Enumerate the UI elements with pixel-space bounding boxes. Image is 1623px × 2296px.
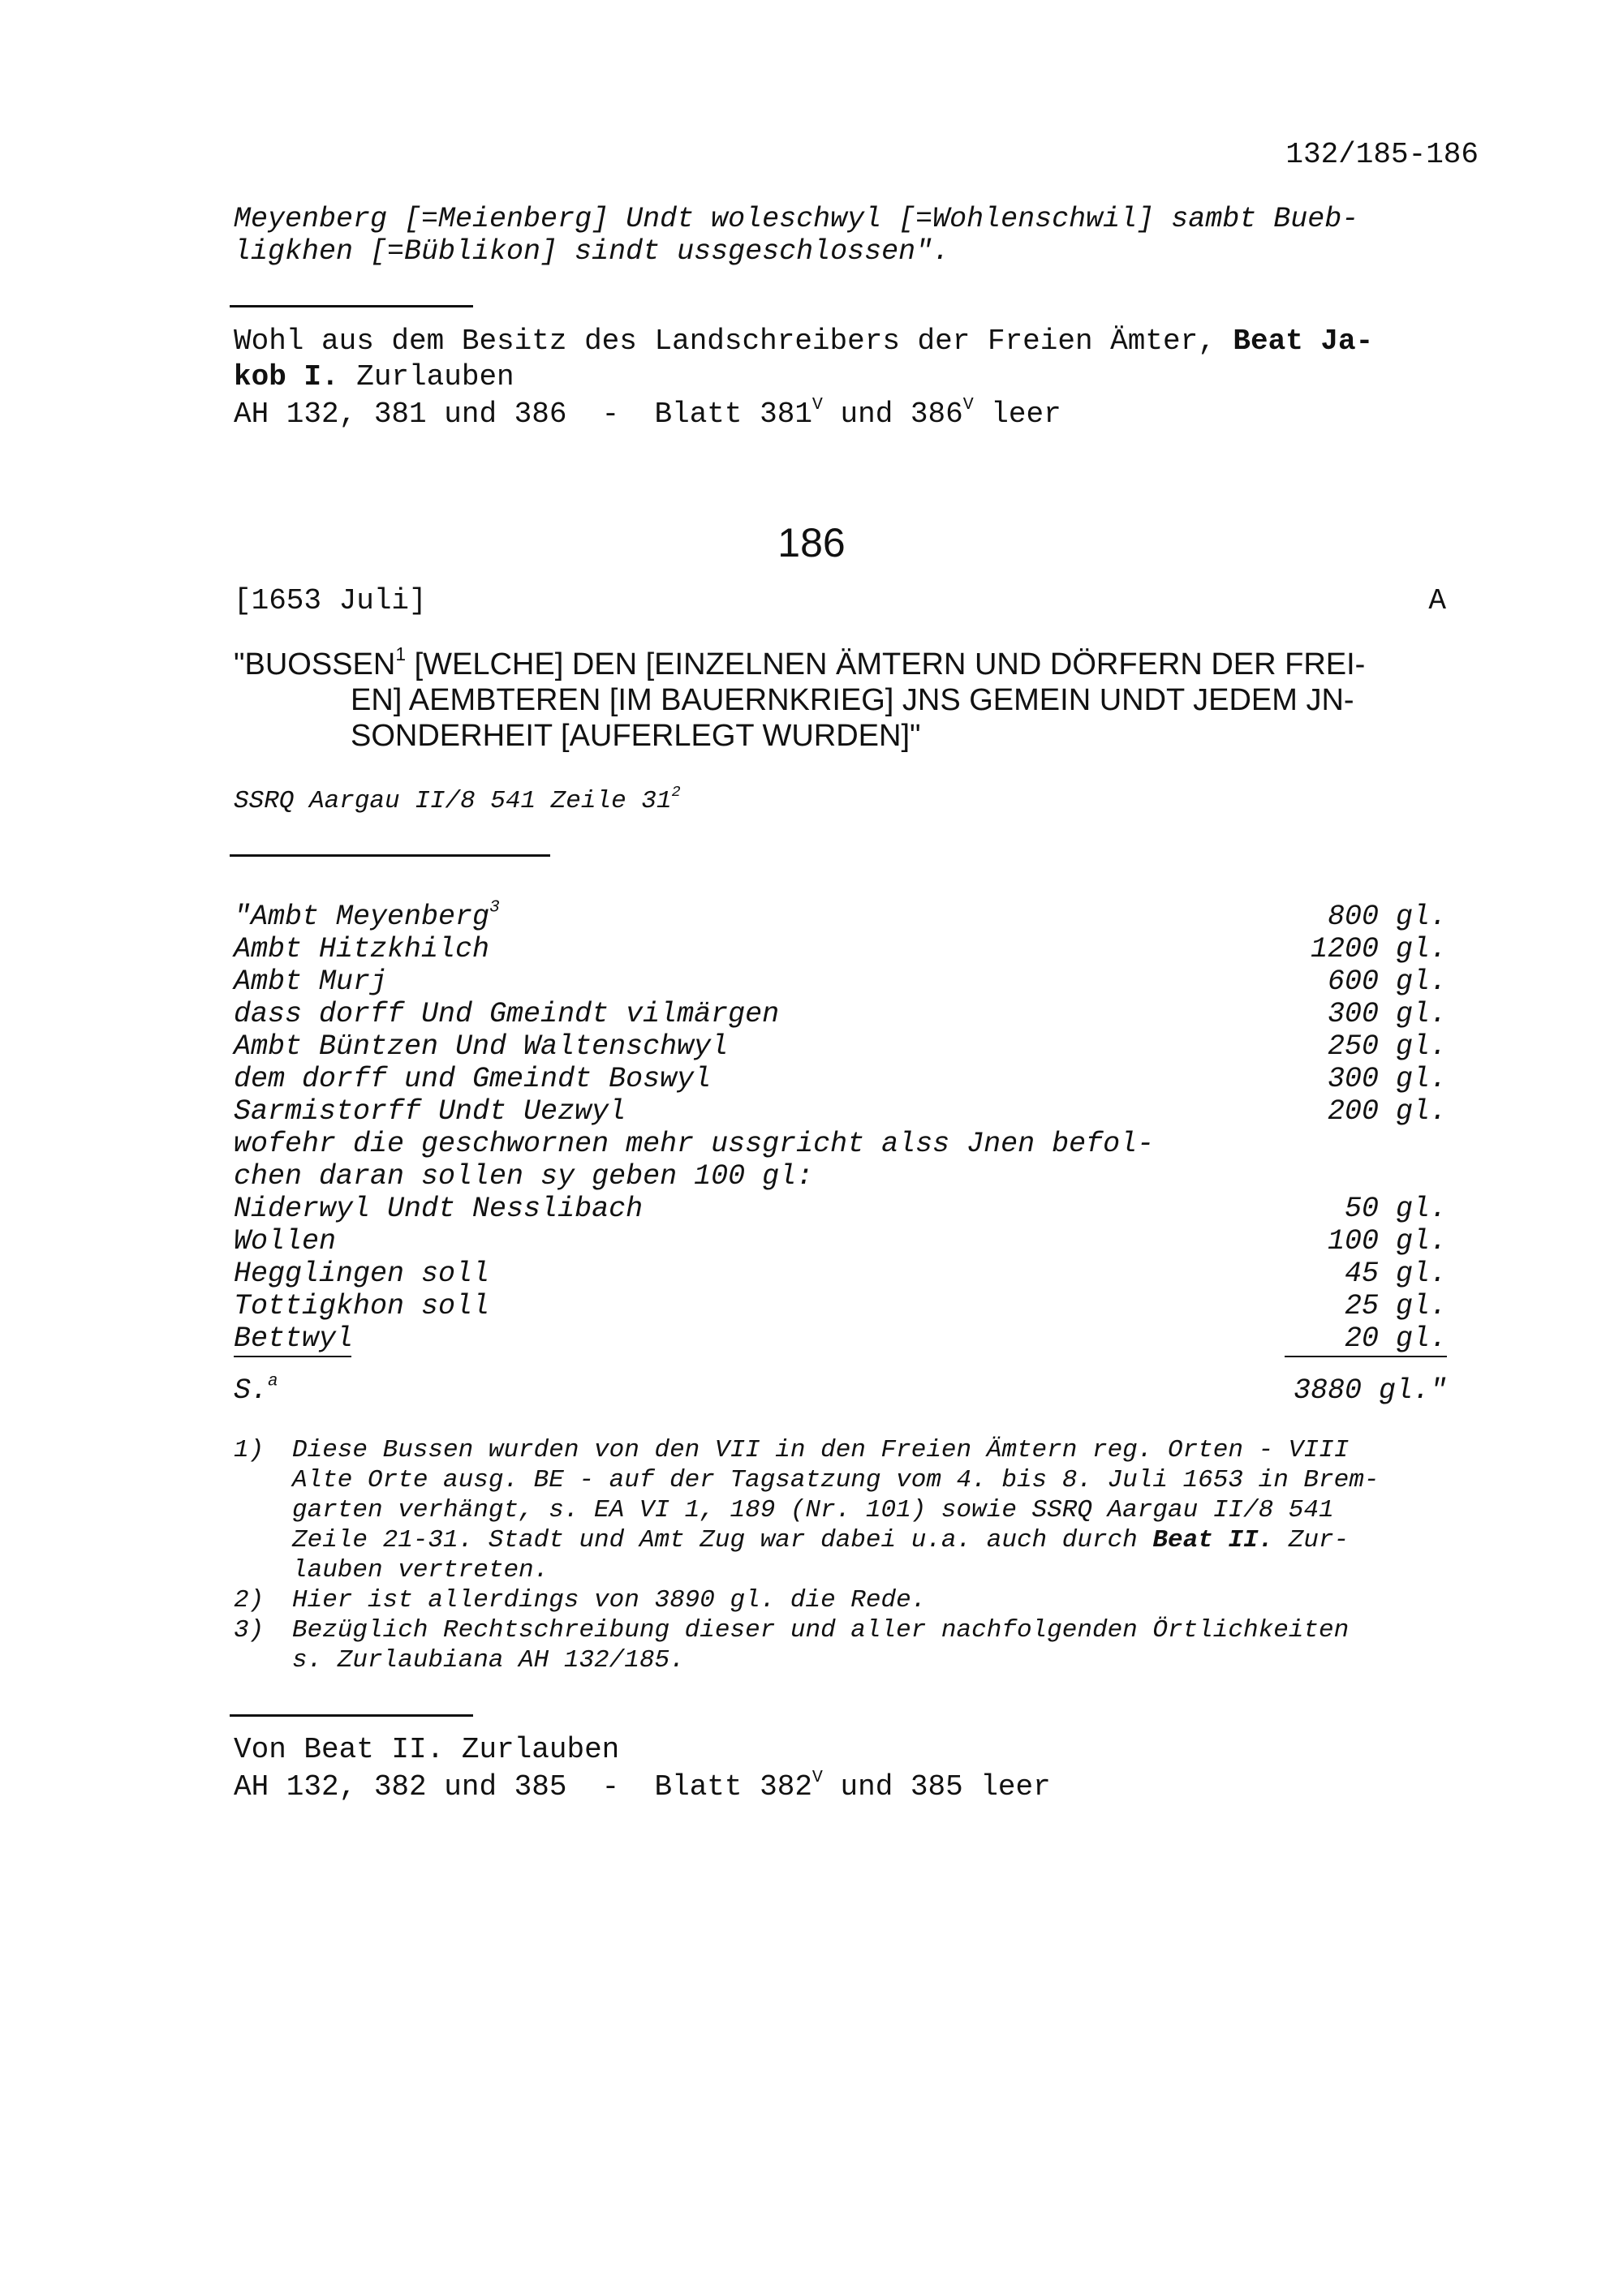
person-name-bold-cont: kob I. xyxy=(234,360,339,393)
person-name-bold: Beat II. xyxy=(1152,1526,1274,1554)
fines-note-text: chen daran sollen sy geben 100 gl: xyxy=(234,1160,814,1193)
fine-place: Tottigkhon soll xyxy=(234,1290,490,1322)
sum-amount: 3880 gl." xyxy=(1293,1374,1447,1407)
fines-note-line xyxy=(234,1160,1447,1193)
fine-place: dass dorff Und Gmeindt vilmärgen xyxy=(234,998,780,1030)
footnote-3-line-1: Bezüglich Rechtschreibung dieser und aller nachfolgenden Örtlichkeiten xyxy=(292,1616,1350,1645)
source-note-1-line-1: Wohl aus dem Besitz des Landschreibers der Freien Ämter, Beat Ja- xyxy=(234,325,1374,358)
intro-line-2: ligkhen [=Büblikon] sindt ussgeschlossen". xyxy=(234,235,950,268)
fine-row xyxy=(234,1095,1447,1128)
person-name-bold: Beat Ja- xyxy=(1233,325,1374,358)
fines-note-line xyxy=(234,1128,1447,1160)
document-date: [1653 Juli] xyxy=(234,584,427,617)
separator-rule-3 xyxy=(230,1714,473,1717)
source-note-1-reference: AH 132, 381 und 386 - Blatt $381^V$ und $386^V$ leer xyxy=(234,394,1061,431)
citation: SSRQ Aargau II/8 541 Zeile $31^2$ xyxy=(234,784,681,815)
page-reference: 132/185-186 xyxy=(1285,138,1479,171)
sum-rule-left xyxy=(234,1356,351,1357)
fine-amount: 300 gl. xyxy=(1327,1063,1447,1095)
document-title-line-3: SONDERHEIT [AUFERLEGT WURDEN]" xyxy=(351,719,921,753)
footnote-2-line-1: Hier ist allerdings von 3890 gl. die Rede. xyxy=(292,1586,927,1615)
fine-place: Ambt Murj xyxy=(234,965,388,998)
fine-place: Bettwyl xyxy=(234,1322,354,1355)
fine-amount: 250 gl. xyxy=(1327,1030,1447,1063)
fine-row xyxy=(234,965,1447,998)
sum-row xyxy=(234,1374,1447,1407)
sum-rule-right xyxy=(1285,1356,1447,1357)
fine-place: Ambt Büntzen Und Waltenschwyl xyxy=(234,1030,729,1063)
fine-amount: 100 gl. xyxy=(1327,1225,1447,1258)
document-title-line-2: EN] AEMBTEREN [IM BAUERNKRIEG] JNS GEMEIN UNDT JEDEM JN- xyxy=(351,683,1354,717)
intro-line-1: Meyenberg [=Meienberg] Undt woleschwyl [=Wohlenschwil] sambt Bueb- xyxy=(234,203,1359,235)
document-number: 186 xyxy=(777,520,846,565)
fine-row xyxy=(234,1193,1447,1225)
sum-label: S.$^a$ xyxy=(234,1372,278,1407)
fine-amount: 300 gl. xyxy=(1327,998,1447,1030)
footnote-1-line-5: lauben vertreten. xyxy=(292,1556,549,1584)
fine-row xyxy=(234,933,1447,965)
fine-place: Sarmistorff Undt Uezwyl xyxy=(234,1095,626,1128)
fine-amount: 50 gl. xyxy=(1344,1193,1447,1225)
document-category: A xyxy=(1428,584,1446,617)
fine-amount: 20 gl. xyxy=(1344,1322,1447,1355)
fine-row xyxy=(234,1030,1447,1063)
fine-amount: 45 gl. xyxy=(1344,1258,1447,1290)
fine-place: "Ambt Meyenberg$^3$ xyxy=(234,898,500,933)
source-note-2-line-1: Von Beat II. Zurlauben xyxy=(234,1733,620,1766)
fines-note-text: wofehr die geschwornen mehr ussgricht alss Jnen befol- xyxy=(234,1128,1155,1160)
fine-amount: 25 gl. xyxy=(1344,1290,1447,1322)
fine-row xyxy=(234,1258,1447,1290)
footnote-1-line-4: Zeile 21-31. Stadt und Amt Zug war dabei u.a. auch durch Beat II. Zur- xyxy=(292,1526,1350,1554)
document-title-line-1: "BUOSSEN$^1$ [WELCHE] DEN [EINZELNEN ÄMTERN UND DÖRFERN DER FREI- xyxy=(234,643,1366,681)
footnote-3-line-2: s. Zurlaubiana AH 132/185. xyxy=(292,1646,685,1675)
fine-row xyxy=(234,1225,1447,1258)
fine-amount: 800 gl. xyxy=(1327,901,1447,933)
footnote-2-marker: 2) xyxy=(234,1586,265,1615)
separator-rule-2 xyxy=(230,854,550,857)
fine-amount: 600 gl. xyxy=(1327,965,1447,998)
fine-row xyxy=(234,898,1447,933)
fine-row xyxy=(234,1322,1447,1355)
fine-row xyxy=(234,1063,1447,1095)
footnote-3-marker: 3) xyxy=(234,1616,265,1645)
fine-row xyxy=(234,998,1447,1030)
source-note-2-reference: AH 132, 382 und 385 - Blatt $382^V$ und 385 leer xyxy=(234,1767,1051,1804)
fine-place: Niderwyl Undt Nesslibach xyxy=(234,1193,644,1225)
fine-place: Ambt Hitzkhilch xyxy=(234,933,490,965)
fine-place: Wollen xyxy=(234,1225,337,1258)
fine-amount: 1200 gl. xyxy=(1310,933,1447,965)
fine-place: dem dorff und Gmeindt Boswyl xyxy=(234,1063,712,1095)
footnote-1-line-3: garten verhängt, s. EA VI 1, 189 (Nr. 101) sowie SSRQ Aargau II/8 541 xyxy=(292,1496,1334,1524)
footnote-1-line-2: Alte Orte ausg. BE - auf der Tagsatzung vom 4. bis 8. Juli 1653 in Brem- xyxy=(292,1466,1380,1494)
footnote-1-marker: 1) xyxy=(234,1436,265,1464)
footnote-1-line-1: Diese Bussen wurden von den VII in den Freien Ämtern reg. Orten - VIII xyxy=(292,1436,1350,1464)
source-note-1-line-2: kob I. Zurlauben xyxy=(234,360,514,393)
fine-row xyxy=(234,1290,1447,1322)
fine-amount: 200 gl. xyxy=(1327,1095,1447,1128)
fine-place: Hegglingen soll xyxy=(234,1258,490,1290)
separator-rule-1 xyxy=(230,305,473,307)
